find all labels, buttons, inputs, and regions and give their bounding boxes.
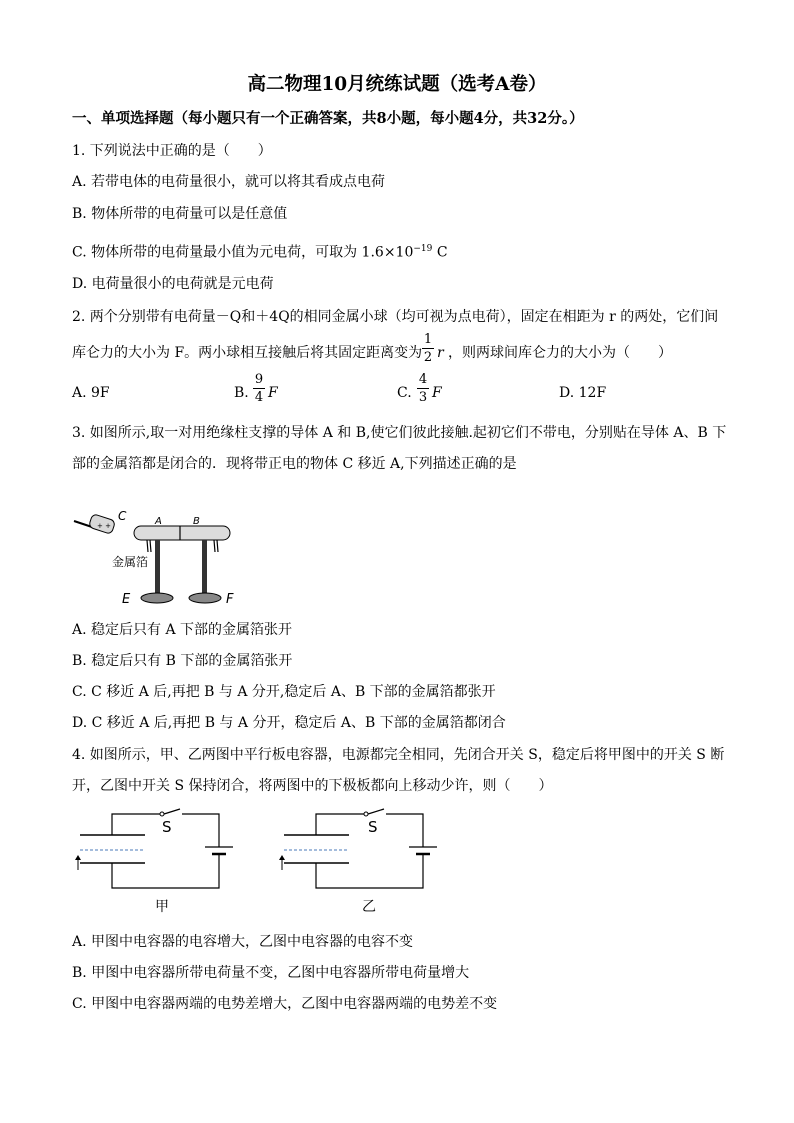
circuit-jia bbox=[75, 809, 233, 915]
switch-lever-left bbox=[164, 809, 180, 814]
q2-line2a: 库仑力的大小为 F。两小球相互接触后将其固定距离变为 bbox=[72, 345, 423, 361]
q2-fraction-num: 1 bbox=[423, 332, 433, 347]
q4-option-b: B. 甲图中电容器所带电荷量不变，乙图中电容器所带电荷量增大 bbox=[72, 965, 470, 981]
switch-lever-right bbox=[368, 809, 384, 814]
q1-option-c-unit: C bbox=[432, 244, 448, 261]
q3-option-d: D. C 移近 A 后,再把 B 与 A 分开，稳定后 A、B 下部的金属箔都闭合 bbox=[72, 715, 506, 731]
q2-option-b-den: 4 bbox=[254, 390, 264, 405]
label-b: B bbox=[193, 516, 200, 527]
q2-line1: 2. 两个分别带有电荷量－Q和＋4Q的相同金属小球（均可视为点电荷），固定在相距为 r 的两处，它们间 bbox=[72, 309, 719, 325]
q3-line2: 部的金属箔都是闭合的．现将带正电的物体 C 移近 A,下列描述正确的是 bbox=[72, 456, 517, 472]
caption-jia: 甲 bbox=[155, 899, 169, 915]
caption-yi: 乙 bbox=[362, 899, 376, 915]
q2-option-c-var: F bbox=[432, 385, 442, 401]
section-heading: 一、单项选择题（每小题只有一个正确答案，共8小题，每小题4分，共32分。） bbox=[72, 110, 584, 127]
q2-line2b: ，则两球间库仑力的大小为（ ） bbox=[448, 345, 672, 361]
page-title: 高二物理10月统练试题（选考A卷） bbox=[247, 74, 547, 95]
label-foil: 金属箔 bbox=[112, 555, 149, 569]
q1-option-d: D. 电荷量很小的电荷就是元电荷 bbox=[72, 276, 274, 292]
q3-option-b: B. 稳定后只有 B 下部的金属箔张开 bbox=[72, 653, 293, 669]
plus-sign: + + bbox=[97, 522, 111, 530]
q2-option-c-num: 4 bbox=[418, 372, 428, 387]
q2-option-d: D. 12F bbox=[559, 385, 607, 401]
q2-option-c-den: 3 bbox=[418, 390, 428, 405]
q1-option-c-exponent: −19 bbox=[413, 244, 433, 254]
switch-label-right: S bbox=[368, 818, 378, 836]
q3-option-c: C. C 移近 A 后,再把 B 与 A 分开,稳定后 A、B 下部的金属箔都张开 bbox=[72, 684, 496, 700]
q3-line1: 3. 如图所示,取一对用绝缘柱支撑的导体 A 和 B,使它们彼此接触.起初它们不带电，分别贴在导体 A、B 下 bbox=[72, 425, 727, 441]
switch-label-left: S bbox=[162, 818, 172, 836]
switch-pivot-left bbox=[160, 812, 164, 816]
label-e: E bbox=[122, 592, 131, 607]
q1-option-a: A. 若带电体的电荷量很小，就可以将其看成点电荷 bbox=[72, 174, 386, 190]
wire-right-left bbox=[182, 814, 219, 847]
q2-fraction-den: 2 bbox=[423, 350, 433, 365]
q2-option-b-label: B. bbox=[234, 385, 249, 401]
q2-option-b-var: F bbox=[268, 385, 278, 401]
q4-line2: 开，乙图中开关 S 保持闭合，将两图中的下极板都向上移动少许，则（ ） bbox=[72, 778, 553, 794]
wire-bottom-right bbox=[316, 854, 423, 888]
wire-right-right bbox=[386, 814, 423, 847]
arrow-head-right bbox=[279, 855, 285, 860]
label-c: C bbox=[118, 509, 127, 523]
q1-stem: 1. 下列说法中正确的是（ ） bbox=[72, 143, 272, 159]
q4-option-a: A. 甲图中电容器的电容增大，乙图中电容器的电容不变 bbox=[72, 934, 414, 950]
wire-top-left bbox=[112, 814, 160, 835]
q4-line1: 4. 如图所示，甲、乙两图中平行板电容器，电源都完全相同，先闭合开关 S，稳定后将甲图中的开关 S 断 bbox=[72, 747, 725, 763]
wire-bottom-left bbox=[112, 854, 219, 888]
wire-top-right bbox=[316, 814, 364, 835]
q1-option-b: B. 物体所带的电荷量可以是任意值 bbox=[72, 206, 288, 222]
q2-fraction-var: r bbox=[437, 345, 444, 361]
q2-option-b-num: 9 bbox=[254, 372, 264, 387]
arrow-head-left bbox=[75, 855, 81, 860]
q2-option-c-label: C. bbox=[397, 385, 412, 401]
switch-pivot-right bbox=[364, 812, 368, 816]
label-f: F bbox=[226, 592, 234, 607]
q1-option-c-text: C. 物体所带的电荷量最小值为元电荷，可取为 1.6×10 bbox=[72, 244, 414, 261]
q2-option-a: A. 9F bbox=[72, 385, 110, 401]
q3-option-a: A. 稳定后只有 A 下部的金属箔张开 bbox=[72, 622, 293, 638]
label-a: A bbox=[155, 516, 162, 527]
circuit-yi bbox=[279, 809, 437, 915]
q4-option-c: C. 甲图中电容器两端的电势差增大，乙图中电容器两端的电势差不变 bbox=[72, 996, 498, 1012]
